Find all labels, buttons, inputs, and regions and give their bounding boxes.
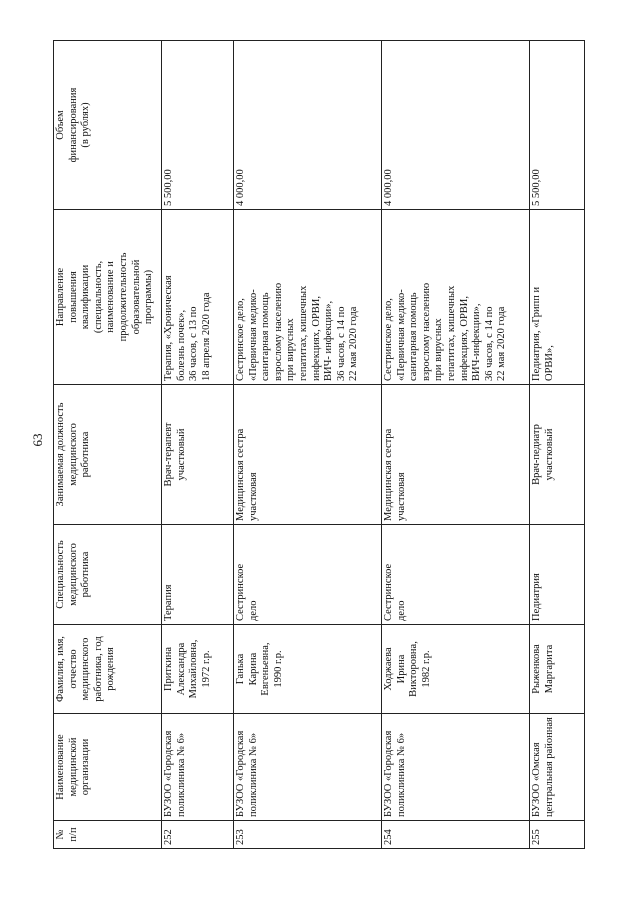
table-row [530, 41, 585, 849]
header-spec: Специальность медицинского работника [54, 525, 162, 625]
header-amount: Объем финансирования (в рублях) [54, 41, 162, 210]
training-table [53, 40, 585, 849]
cell-org: БУЗОО «Городская поликлиника № 6» [234, 714, 382, 821]
cell-spec: Терапия [162, 525, 234, 625]
cell-org: БУЗОО «Городская поликлиника № 6» [162, 714, 234, 821]
header-name: Фамилия, имя, отчество медицинского работника, год рождения [54, 625, 162, 714]
header-position: Занимаемая должность медицинского работника [54, 385, 162, 525]
cell-name: Ходжаева Ирина Викторовна, 1982 г.р. [382, 625, 530, 714]
cell-spec: Педиатрия [530, 525, 585, 625]
header-num: № п/п [54, 821, 162, 849]
cell-num: 255 [530, 821, 585, 849]
cell-position: Врач-терапевт участковый [162, 385, 234, 525]
cell-amount: 5 500,00 [162, 41, 234, 210]
page-number: 63 [30, 433, 45, 447]
cell-direction: Сестринское дело, «Первичная медико- санитарная помощь взрослому населению при вирусных гепатитах, кишечных инфекциях, ОРВИ, ВИЧ- инфекции», 36 часов, с 14 по 22 мая 2020 года [234, 210, 382, 385]
cell-direction: Сестринское дело, «Первичная медико- санитарная помощь взрослому населению при вирусных гепатитах, кишечных инфекциях, ОРВИ, ВИЧ-инфекции», 36 часов, с 14 по 22 мая 2020 года [382, 210, 530, 385]
cell-direction: Терапия, «Хроническая болезнь почек», 36 часов, с 13 по 18 апреля 2020 года [162, 210, 234, 385]
rotated-table-container [53, 41, 584, 849]
table-row [382, 41, 530, 849]
table-row [162, 41, 234, 849]
cell-amount: 4 000,00 [382, 41, 530, 210]
cell-direction: Педиатрия, «Грипп и ОРВИ», [530, 210, 585, 385]
cell-position: Медицинская сестра участковая [382, 385, 530, 525]
cell-org: БУЗОО «Омская центральная районная [530, 714, 585, 821]
cell-position: Медицинская сестра участковая [234, 385, 382, 525]
cell-num: 252 [162, 821, 234, 849]
table-header-row [54, 41, 162, 849]
cell-spec: Сестринское дело [234, 525, 382, 625]
cell-num: 253 [234, 821, 382, 849]
cell-num: 254 [382, 821, 530, 849]
table-row [234, 41, 382, 849]
header-direction: Направление повышения квалификации (специальность, наименование и продолжительность образовательной программы) [54, 210, 162, 385]
cell-amount: 5 500,00 [530, 41, 585, 210]
cell-spec: Сестринское дело [382, 525, 530, 625]
cell-name: Рыженкова Маргарита [530, 625, 585, 714]
cell-position: Врач-педиатр участковый [530, 385, 585, 525]
cell-name: Ганька Карина Евгеньевна, 1990 г.р. [234, 625, 382, 714]
header-org: Наименование медицинской организации [54, 714, 162, 821]
cell-org: БУЗОО «Городская поликлиника № 6» [382, 714, 530, 821]
cell-amount: 4 000,00 [234, 41, 382, 210]
cell-name: Приткина Александра Михайловна, 1972 г.р. [162, 625, 234, 714]
